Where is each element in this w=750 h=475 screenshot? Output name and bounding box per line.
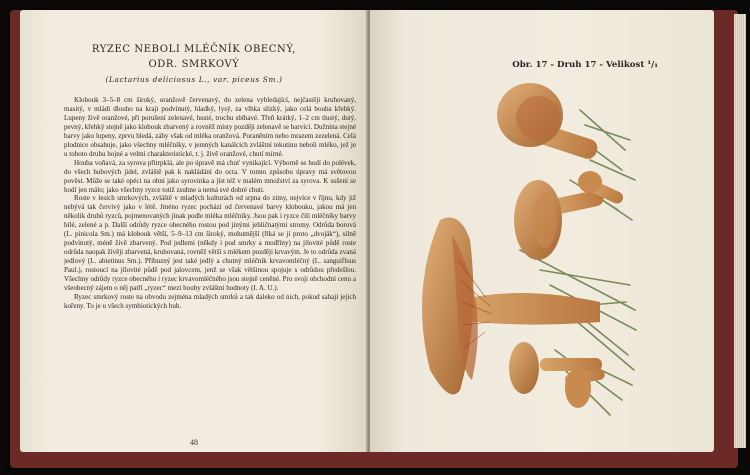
mushroom-illustration: [400, 70, 640, 430]
left-page: [20, 10, 368, 452]
paragraph-symbiosis: Ryzec smrkový roste na obvodu zejména mladých smrků a tak daleko od nich, pokud sahají jejich kořeny. To je u všech symbiotických hub.: [64, 292, 356, 310]
page-edges: [734, 14, 746, 448]
paragraph-culinary: Houba voňavá, za syrova přitrpklá, ale po úpravě má chuť vynikající. Výborně se hodí do polévek, do všech hubových jídel, zvláště pak k nakládání do octa. V tomto způsobu úpravy má světovou pověst. Může se také opéci na ohni jako syrovinka a jíst též v malém množství za syrova. K sušení se hodí jen málo; jako všechny ryzce totiž zsuhne a nemá své dobré chuti.: [64, 158, 356, 194]
description-text: [64, 96, 356, 311]
paragraph-description: Klobouk 3–5–8 cm široký, oranžově červenavý, do zelena vybledající, nejčastěji kruhovaný, masitý, v mládí dlouho na kraji podvinutý, hladký, lysý, za vlhka slizký, jako celá bouba křehký. Lupeny živě oranžové, při porušení zelenavé, husté, trochu sbíhavé. Třeň krátký, 1–2 cm tlustý, dutý, pevný, křehký stejně jako klobouk zbarvený a rovněž místy později zelenavě se barvící. Dužnina stejné barvy jako lupeny, zprvu bledá, záhy však od mléka oranžová. Poraněním nebo mrazem zezelená. Celá plodnice obsahuje, jako všechny mléčníky, v jemných kanálcích zvláštní tekutinu neboli mléko, jež je u tohoto druhu hojné a velmi charakteristické, t. j. živě oranžové, chutí mírné.: [64, 96, 356, 158]
mushroom-top: [497, 83, 600, 161]
species-title: RYZEC NEBOLI MLÉČNÍK OBECNÝ,: [91, 44, 297, 55]
paragraph-habitat: Roste v lesích smrkových, zvláště v mladých kulturách od srpna do zimy, nejvíce v říjnu, kdy již nebývá tak červivý jako v létě. Jméno ryzec pochází od červenavé barvy klobouku, jakou má jen několik druhů ryzců, pojmenovaných jinak podle mléka mléčníky. Jsou pak i ryzce čili mléčníky barvy bílé, zelené a p. Další odrůdy ryzce obecného rostou pod jinými jehličnatými stromy. Odrůda borová (L. pinicola Sm.) má klobouk větší, 5–9–13 cm široký, mohutnější (říká se jí proto „dvoják“), silně podvinutý, méně živě zbarvený. Pod jedlemi (někdy i pod smrky a modříny) na jílovité půdě roste odrůda naopak živěji zbarvená, kruhovaná, rovněž větší s mlékem později krvavým. Je to odrůda zvaná jedlový (L. abietinus Sm.). Příbuzný jest také jedlý a chutný mléčník krvavomléčný (L. sanguifluus Paul.), rostoucí na jílovité půdě pod jalovcem, jenž se však většinou spojuje s odrůdou předešlou. Všechny odrůdy ryzce obecného i ryzec krvavomléčného jsou stejně ceněné. Pro svoji obchodní cenu a všeobecný zájem o něj patří „ryzec“ mezi houby zvláštní hodnoty (I. A. U.).: [64, 194, 356, 293]
latin-name: (Lactarius deliciosus L., var. piceus Sm.): [105, 75, 283, 84]
page-number: 48: [190, 438, 198, 447]
figure-caption: Obr. 17 - Druh 17 - Velikost ¹/₁: [512, 60, 658, 70]
variety-title: ODR. SMRKOVÝ: [148, 59, 240, 70]
